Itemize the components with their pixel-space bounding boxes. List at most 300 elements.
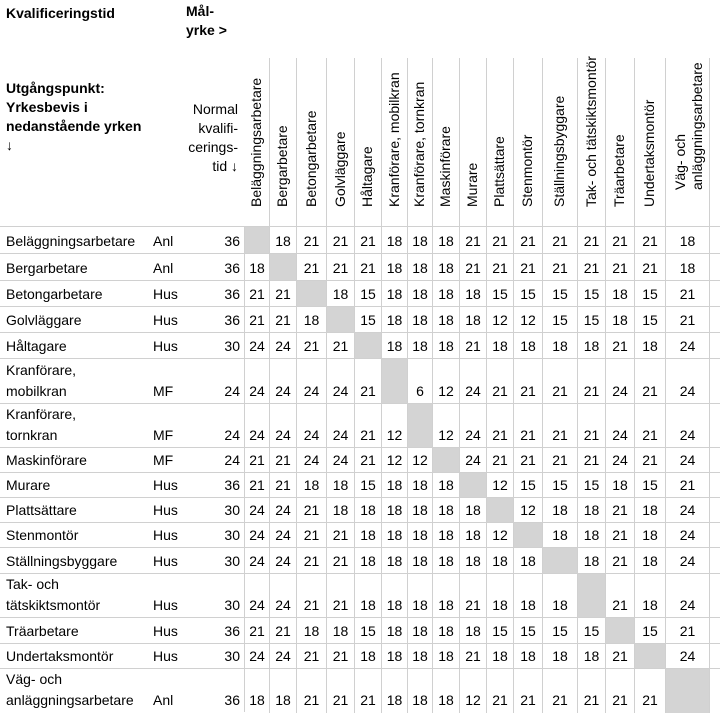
table-cell: 15: [578, 281, 606, 307]
table-cell: 21: [270, 473, 297, 498]
table-cell: 21: [635, 227, 666, 254]
table-cell: 21: [245, 618, 270, 644]
table-cell: 15: [355, 307, 382, 333]
table-cell: 18: [355, 523, 382, 548]
table-cell: 24: [606, 448, 635, 473]
table-cell: 21: [355, 404, 382, 448]
table-cell: 15: [514, 473, 543, 498]
row-occupation-name-line: Stenmontör: [6, 527, 79, 543]
table-cell: 12: [514, 498, 543, 523]
table-cell: 18: [297, 473, 327, 498]
column-header-label: Kranförare, tornkran: [411, 81, 427, 207]
table-cell: 24: [327, 448, 355, 473]
table-cell: 24: [460, 404, 487, 448]
table-row: [0, 306, 720, 332]
row-normal-time: 36: [224, 692, 240, 708]
table-cell: 18: [487, 644, 514, 669]
down-arrow-icon: ↓: [6, 137, 13, 153]
table-cell: 21: [514, 448, 543, 473]
table-cell: 18: [460, 281, 487, 307]
table-cell: 15: [543, 473, 578, 498]
row-occupation-name: [6, 621, 79, 642]
origin-label-line-3: nedanstående yrken: [6, 118, 142, 134]
diagonal-empty-cell: [666, 669, 710, 713]
table-row: [0, 226, 720, 253]
row-occupation-name: [6, 475, 50, 496]
row-sector-code: MF: [153, 427, 174, 443]
table-cell: 18: [408, 523, 433, 548]
table-cell: 21: [578, 254, 606, 281]
table-cell: 18: [408, 644, 433, 669]
table-cell: 18: [245, 669, 270, 713]
table-cell: 18: [433, 473, 460, 498]
table-row: [0, 358, 720, 403]
row-normal-time: 30: [224, 338, 240, 354]
table-cell: 18: [433, 618, 460, 644]
table-cell: 18: [355, 574, 382, 618]
diagonal-empty-cell: [327, 307, 355, 333]
table-cell: 12: [487, 523, 514, 548]
column-header-label: Betongarbetare: [302, 110, 319, 207]
table-row: [0, 573, 720, 617]
table-cell: 24: [245, 404, 270, 448]
normal-label-line-2: kvalifi-: [198, 120, 238, 136]
table-cell: 21: [606, 227, 635, 254]
table-cell: 21: [297, 523, 327, 548]
diagonal-empty-cell: [245, 227, 270, 254]
table-cell: 21: [666, 473, 710, 498]
table-cell: 12: [460, 669, 487, 713]
table-cell: 18: [635, 498, 666, 523]
table-row: [0, 547, 720, 573]
table-cell: 18: [297, 618, 327, 644]
row-occupation-name: [6, 231, 135, 252]
table-cell: 21: [635, 254, 666, 281]
table-cell: 18: [543, 523, 578, 548]
table-row: [0, 253, 720, 280]
table-row: [0, 332, 720, 358]
origin-label-line-1: Utgångspunkt:: [6, 80, 105, 96]
table-cell: 21: [487, 227, 514, 254]
table-cell: 18: [433, 254, 460, 281]
table-cell: 18: [514, 644, 543, 669]
table-cell: 18: [487, 333, 514, 359]
table-cell: 15: [543, 281, 578, 307]
column-header: [408, 58, 433, 226]
table-cell: 15: [514, 618, 543, 644]
table-cell: 21: [666, 281, 710, 307]
table-cell: 15: [487, 618, 514, 644]
row-normal-time: 24: [224, 383, 240, 399]
table-cell: 24: [666, 498, 710, 523]
table-cell: 15: [578, 307, 606, 333]
table-cell: 21: [355, 254, 382, 281]
row-occupation-name: [6, 646, 113, 667]
table-cell: 12: [433, 404, 460, 448]
table-cell: 21: [460, 574, 487, 618]
table-cell: 15: [635, 307, 666, 333]
row-normal-time: 36: [224, 623, 240, 639]
row-normal-time: 36: [224, 286, 240, 302]
table-cell: 21: [270, 618, 297, 644]
row-occupation-name: [6, 500, 77, 521]
table-cell: 18: [327, 618, 355, 644]
diagonal-empty-cell: [606, 618, 635, 644]
table-cell: 21: [578, 227, 606, 254]
column-header-label: Håltagare: [359, 146, 375, 207]
table-cell: 21: [543, 669, 578, 713]
row-normal-time: 30: [224, 553, 240, 569]
diagonal-empty-cell: [382, 359, 408, 404]
row-sector-code: Anl: [153, 260, 174, 276]
table-row: [0, 280, 720, 306]
table-cell: 24: [245, 333, 270, 359]
table-cell: 18: [382, 473, 408, 498]
row-sector-code: Hus: [153, 553, 178, 569]
table-cell: 24: [245, 498, 270, 523]
table-cell: 21: [297, 669, 327, 713]
table-cell: 21: [355, 359, 382, 404]
row-occupation-name: [6, 404, 76, 446]
table-cell: 21: [327, 333, 355, 359]
table-cell: 21: [297, 333, 327, 359]
table-cell: 18: [382, 523, 408, 548]
table-cell: 12: [487, 473, 514, 498]
table-cell: 18: [270, 227, 297, 254]
table-cell: 24: [666, 404, 710, 448]
table-row: [0, 403, 720, 447]
column-header: [355, 58, 382, 226]
table-cell: 18: [408, 281, 433, 307]
row-normal-time: 36: [224, 477, 240, 493]
table-cell: 21: [355, 227, 382, 254]
table-cell: 18: [543, 644, 578, 669]
diagonal-empty-cell: [543, 548, 578, 574]
row-normal-time: 24: [224, 452, 240, 468]
row-sector-code: Hus: [153, 597, 178, 613]
table-cell: 24: [666, 574, 710, 618]
row-occupation-name-line: Beläggningsarbetare: [6, 233, 136, 249]
table-cell: 18: [578, 523, 606, 548]
table-cell: 24: [270, 359, 297, 404]
table-cell: 21: [666, 618, 710, 644]
table-cell: 21: [514, 404, 543, 448]
table-cell: 18: [514, 548, 543, 574]
table-cell: 18: [666, 227, 710, 254]
table-cell: 18: [433, 281, 460, 307]
table-cell: 18: [666, 254, 710, 281]
table-cell: 18: [408, 227, 433, 254]
table-cell: 12: [514, 307, 543, 333]
diagonal-empty-cell: [578, 574, 606, 618]
table-cell: 18: [408, 548, 433, 574]
row-sector-code: Hus: [153, 648, 178, 664]
row-sector-code: Hus: [153, 502, 178, 518]
table-cell: 18: [514, 574, 543, 618]
column-header-label: Undertaksmontör: [641, 99, 657, 207]
column-header-label: Beläggningsarbetare: [248, 77, 264, 207]
table-cell: 21: [327, 548, 355, 574]
table-cell: 21: [487, 669, 514, 713]
row-occupation-name-line: Kranförare,: [6, 406, 77, 422]
table-cell: 21: [327, 669, 355, 713]
table-cell: 18: [635, 574, 666, 618]
table-cell: 21: [606, 523, 635, 548]
table-cell: 21: [578, 359, 606, 404]
row-occupation-name: [6, 360, 76, 402]
table-cell: 24: [460, 359, 487, 404]
table-cell: 18: [327, 498, 355, 523]
diagonal-empty-cell: [270, 254, 297, 281]
column-header: [382, 58, 408, 226]
column-header: [635, 58, 666, 226]
table-cell: 18: [433, 333, 460, 359]
table-cell: 24: [666, 333, 710, 359]
table-cell: 18: [408, 333, 433, 359]
table-cell: 15: [635, 473, 666, 498]
table-cell: 21: [606, 254, 635, 281]
table-cell: 24: [666, 644, 710, 669]
table-cell: 18: [635, 333, 666, 359]
row-sector-code: Hus: [153, 286, 178, 302]
table-cell: 15: [487, 281, 514, 307]
column-header-label: Stenmontör: [519, 134, 535, 207]
row-occupation-name-line: Tak- och: [6, 576, 59, 592]
column-header-label: Maskinförare: [437, 126, 453, 207]
table-cell: 18: [433, 644, 460, 669]
column-header-label: Golvläggare: [331, 131, 348, 207]
table-cell: 24: [270, 523, 297, 548]
table-cell: 18: [382, 574, 408, 618]
table-cell: 21: [635, 448, 666, 473]
table-row: [0, 472, 720, 497]
table-cell: 24: [245, 523, 270, 548]
table-cell: 24: [666, 523, 710, 548]
table-row: [0, 497, 720, 522]
row-occupation-name-line: mobilkran: [6, 383, 67, 399]
table-cell: 18: [355, 548, 382, 574]
table-cell: 18: [460, 498, 487, 523]
table-cell: 21: [327, 644, 355, 669]
table-cell: 18: [382, 254, 408, 281]
table-cell: 21: [543, 359, 578, 404]
table-cell: 21: [487, 448, 514, 473]
row-sector-code: MF: [153, 383, 174, 399]
origin-label-line-2: Yrkesbevis i: [6, 99, 88, 115]
table-cell: 15: [355, 281, 382, 307]
table-cell: 12: [433, 359, 460, 404]
row-occupation-name-line: Håltagare: [6, 338, 67, 354]
table-cell: 21: [297, 574, 327, 618]
row-occupation-name-line: Bergarbetare: [6, 260, 88, 276]
table-cell: 18: [606, 281, 635, 307]
table-cell: 21: [487, 254, 514, 281]
column-header-label: Tak- och tätskiktsmontör: [582, 56, 599, 207]
row-occupation-name-line: anläggningsarbetare: [6, 692, 134, 708]
table-cell: 15: [635, 618, 666, 644]
table-cell: 18: [408, 669, 433, 713]
table-cell: 21: [245, 473, 270, 498]
table-cell: 12: [487, 307, 514, 333]
table-cell: 18: [635, 548, 666, 574]
table-cell: 21: [460, 644, 487, 669]
column-header-label: Bergarbetare: [274, 125, 290, 207]
row-occupation-name: [6, 551, 117, 572]
table-cell: 18: [578, 644, 606, 669]
row-occupation-name-line: tornkran: [6, 427, 58, 443]
table-cell: 18: [355, 644, 382, 669]
table-cell: 18: [327, 281, 355, 307]
row-occupation-name-line: Maskinförare: [6, 452, 87, 468]
table-cell: 24: [245, 359, 270, 404]
table-cell: 21: [245, 307, 270, 333]
table-cell: 24: [327, 404, 355, 448]
table-cell: 21: [543, 448, 578, 473]
table-cell: 18: [433, 669, 460, 713]
column-header-label: Ställningsbyggare: [551, 95, 567, 207]
table-cell: 18: [606, 307, 635, 333]
table-cell: 21: [514, 359, 543, 404]
column-header: [514, 58, 543, 226]
table-cell: 15: [514, 281, 543, 307]
table-cell: 18: [382, 227, 408, 254]
row-occupation-name: [6, 450, 87, 471]
table-cell: 24: [270, 404, 297, 448]
table-cell: 18: [578, 498, 606, 523]
table-title: Kvalificeringstid: [6, 5, 115, 21]
table-cell: 24: [297, 359, 327, 404]
table-cell: 18: [543, 574, 578, 618]
table-cell: 21: [606, 574, 635, 618]
table-cell: 18: [514, 333, 543, 359]
table-cell: 21: [270, 448, 297, 473]
table-cell: 21: [355, 669, 382, 713]
target-label-line-2: yrke >: [186, 22, 227, 38]
table-cell: 18: [433, 307, 460, 333]
table-cell: 21: [606, 333, 635, 359]
row-occupation-name: [6, 574, 100, 616]
table-cell: 18: [487, 574, 514, 618]
table-cell: 18: [433, 523, 460, 548]
column-header: [433, 58, 460, 226]
table-cell: 21: [543, 254, 578, 281]
row-normal-time: 30: [224, 597, 240, 613]
column-header: [487, 58, 514, 226]
table-cell: 21: [487, 404, 514, 448]
table-cell: 21: [327, 523, 355, 548]
table-cell: 18: [635, 523, 666, 548]
diagonal-empty-cell: [433, 448, 460, 473]
row-occupation-name-line: tätskiktsmontör: [6, 597, 101, 613]
table-cell: 24: [666, 448, 710, 473]
table-cell: 21: [460, 227, 487, 254]
table-cell: 18: [382, 281, 408, 307]
table-cell: 18: [433, 498, 460, 523]
column-header-label: Kranförare, mobilkran: [385, 72, 402, 207]
table-cell: 15: [635, 281, 666, 307]
row-sector-code: Hus: [153, 527, 178, 543]
table-cell: 12: [408, 448, 433, 473]
row-occupation-name-line: Murare: [6, 477, 51, 493]
table-cell: 21: [635, 669, 666, 713]
table-cell: 24: [606, 404, 635, 448]
table-cell: 24: [270, 574, 297, 618]
row-occupation-name: [6, 310, 82, 331]
table-cell: 21: [355, 448, 382, 473]
table-cell: 21: [297, 498, 327, 523]
table-cell: 18: [578, 333, 606, 359]
diagonal-empty-cell: [487, 498, 514, 523]
table-cell: 21: [297, 548, 327, 574]
table-cell: 21: [297, 644, 327, 669]
table-cell: 18: [245, 254, 270, 281]
table-cell: 18: [433, 548, 460, 574]
table-cell: 18: [460, 548, 487, 574]
table-cell: 24: [245, 644, 270, 669]
column-header: [543, 58, 578, 226]
row-occupation-name-line: Betongarbetare: [6, 286, 103, 302]
table-cell: 18: [433, 227, 460, 254]
row-occupation-name-line: Träarbetare: [6, 623, 79, 639]
table-cell: 21: [297, 227, 327, 254]
table-cell: 24: [270, 333, 297, 359]
table-row: [0, 668, 720, 712]
column-header-label: Träarbetare: [611, 134, 627, 207]
column-header-label: Murare: [464, 162, 480, 207]
table-cell: 24: [297, 448, 327, 473]
table-cell: 12: [382, 404, 408, 448]
normal-time-label: [184, 100, 238, 176]
diagonal-empty-cell: [514, 523, 543, 548]
normal-label-line-4: tid ↓: [212, 158, 238, 174]
table-cell: 18: [355, 498, 382, 523]
table-cell: 18: [382, 669, 408, 713]
table-row: [0, 643, 720, 668]
table-cell: 18: [408, 498, 433, 523]
table-cell: 18: [408, 473, 433, 498]
table-cell: 6: [408, 359, 433, 404]
column-header: [270, 58, 297, 226]
row-normal-time: 24: [224, 427, 240, 443]
diagonal-empty-cell: [355, 333, 382, 359]
row-occupation-name-line: Ställningsbyggare: [6, 553, 118, 569]
row-occupation-name: [6, 336, 67, 357]
table-cell: 15: [578, 473, 606, 498]
diagonal-empty-cell: [460, 473, 487, 498]
target-occupation-label: [186, 2, 246, 40]
table-cell: 21: [578, 669, 606, 713]
table-cell: 21: [514, 254, 543, 281]
table-cell: 18: [382, 333, 408, 359]
normal-label-line-1: Normal: [192, 101, 238, 117]
table-cell: 18: [543, 498, 578, 523]
diagonal-empty-cell: [297, 281, 327, 307]
row-occupation-name-line: Väg- och: [6, 671, 63, 687]
row-sector-code: MF: [153, 452, 174, 468]
table-cell: 18: [382, 644, 408, 669]
table-cell: 18: [297, 307, 327, 333]
table-row: [0, 617, 720, 643]
table-cell: 18: [327, 473, 355, 498]
table-cell: 21: [666, 307, 710, 333]
table-cell: 21: [327, 227, 355, 254]
row-occupation-name: [6, 258, 88, 279]
row-occupation-name: [6, 669, 134, 711]
table-cell: 18: [382, 307, 408, 333]
target-label-line-1: Mål-: [186, 3, 214, 19]
table-cell: 21: [543, 404, 578, 448]
table-cell: 24: [270, 548, 297, 574]
